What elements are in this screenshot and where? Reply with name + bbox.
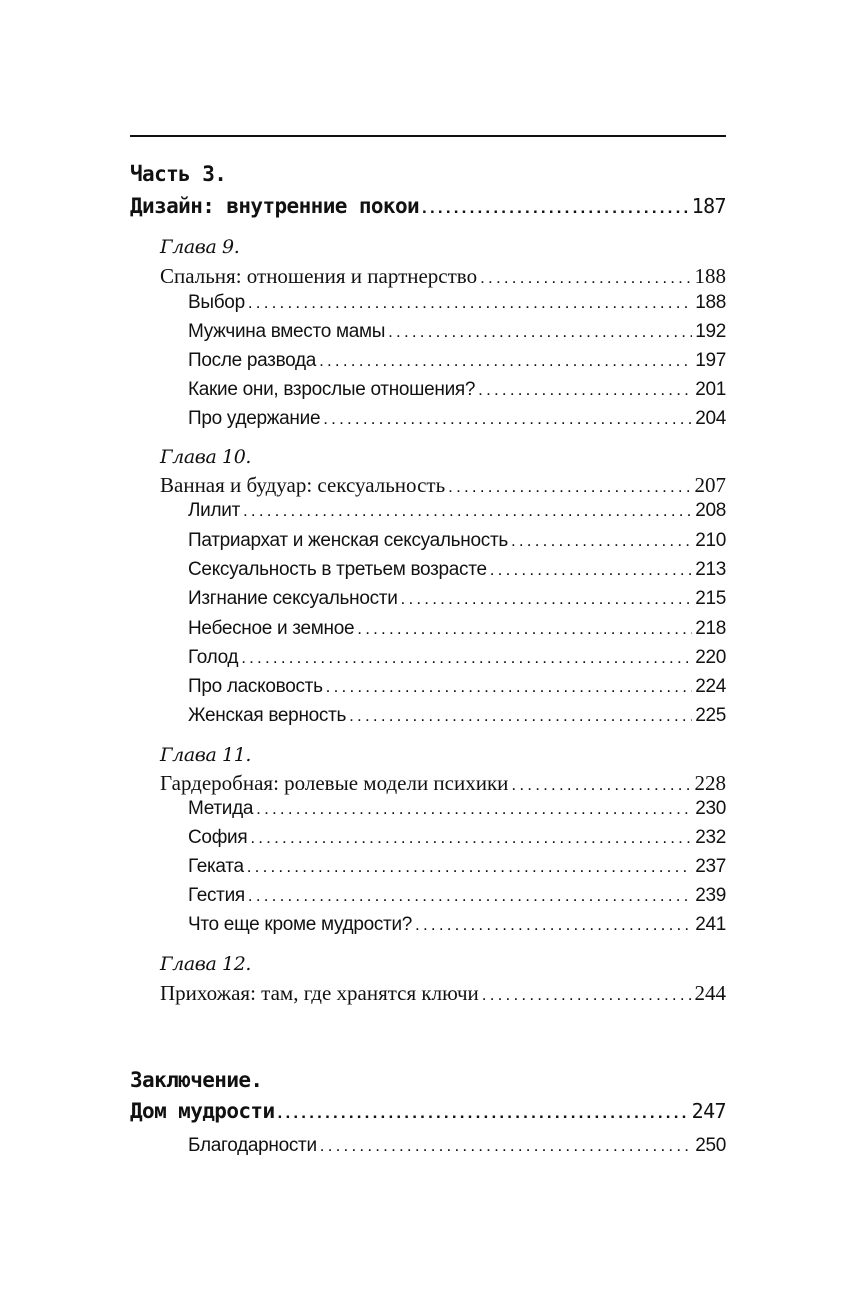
chapter-label-text: Глава 12. [160,953,252,975]
page-number: 247 [691,1099,726,1123]
chapter-label [160,446,726,468]
dot-leader [490,560,692,580]
page-number: 218 [695,618,726,639]
dot-leader [247,857,692,877]
dot-leader [480,268,691,288]
top-divider-line [130,135,726,137]
toc-entry-section[interactable] [188,798,726,820]
dot-leader [388,322,692,342]
chapter-label [160,744,726,766]
dot-leader [248,886,692,906]
toc-entry-section[interactable] [188,856,726,878]
toc-entry-section[interactable] [188,408,726,430]
entry-title: Небесное и земное [188,618,355,639]
toc-entry-section[interactable] [188,588,726,610]
dot-leader [482,985,692,1005]
toc-entry-section[interactable] [188,914,726,936]
chapter-label [160,236,726,258]
dot-leader [248,293,692,313]
chapter-label-text: Глава 11. [160,744,252,766]
entry-title: Ванная и будуар: сексуальность [160,473,446,497]
page-number: 188 [694,264,726,288]
toc-entry-section[interactable] [188,618,726,640]
toc-entry-section[interactable] [188,827,726,849]
page-number: 208 [695,500,726,521]
entry-title: Геката [188,856,244,877]
page-number: 224 [695,676,726,697]
dot-leader [357,619,692,639]
toc-entry-section[interactable] [188,559,726,581]
dot-leader [256,799,692,819]
entry-title: Про ласковость [188,676,323,697]
page-number: 213 [695,559,726,580]
page-number: 237 [695,856,726,877]
toc-entry-section[interactable] [188,530,726,552]
entry-title: Про удержание [188,408,321,429]
dot-leader [250,828,692,848]
page-number: 187 [691,194,726,218]
dot-leader [415,915,692,935]
dot-leader [278,1103,689,1123]
dot-leader [448,477,691,497]
toc-entry-section[interactable] [188,647,726,669]
toc-entry-section[interactable] [188,500,726,522]
page-number: 241 [695,914,726,935]
page-number: 220 [695,647,726,668]
toc-entry-chapter[interactable] [160,473,726,498]
chapter-label-text: Глава 9. [160,236,240,258]
toc-entry-chapter[interactable] [160,264,726,289]
entry-title: Какие они, взрослые отношения? [188,379,476,400]
entry-title: Дизайн: внутренние покои [130,194,420,218]
dot-leader [241,648,692,668]
page-number: 250 [695,1135,726,1156]
dot-leader [326,677,693,697]
page-number: 192 [695,321,726,342]
toc-entry-conclusion-title[interactable] [130,1099,726,1123]
page-number: 210 [695,530,726,551]
chapter-label [160,953,726,975]
entry-title: Сексуальность в третьем возрасте [188,559,487,580]
toc-entry-chapter[interactable] [160,981,726,1006]
toc-entry-section[interactable] [188,676,726,698]
page-number: 232 [695,827,726,848]
dot-leader [320,1136,692,1156]
page-number: 225 [695,705,726,726]
entry-title: После развода [188,350,317,371]
entry-title: Гардеробная: ролевые модели психики [160,771,509,795]
toc-entry-section[interactable] [188,885,726,907]
dot-leader [511,775,691,795]
dot-leader [511,531,692,551]
dot-leader [243,501,692,521]
page-number: 204 [695,408,726,429]
page-number: 244 [694,981,726,1005]
dot-leader [349,706,692,726]
page-number: 188 [695,292,726,313]
chapter-label-text: Глава 10. [160,446,252,468]
page-number: 239 [695,885,726,906]
toc-entry-part-title[interactable] [130,194,726,218]
page-number: 207 [694,473,726,497]
part-heading [130,162,726,186]
entry-title: Выбор [188,292,245,313]
entry-title: Мужчина вместо мамы [188,321,386,342]
entry-title: Патриархат и женская сексуальность [188,530,508,551]
dot-leader [478,380,692,400]
page-number: 201 [695,379,726,400]
dot-leader [401,589,693,609]
dot-leader [319,351,692,371]
part-heading-label: Часть 3. [130,162,227,186]
entry-title: Изгнание сексуальности [188,588,398,609]
entry-title: Дом мудрости [130,1099,275,1123]
conclusion-heading-label: Заключение. [130,1068,263,1092]
page-number: 228 [694,771,726,795]
entry-title: София [188,827,248,848]
entry-title: Голод [188,647,239,668]
entry-title: Прихожая: там, где хранятся ключи [160,981,479,1005]
conclusion-heading [130,1068,726,1092]
toc-entry-section[interactable] [188,350,726,372]
toc-entry-section[interactable] [188,379,726,401]
toc-entry-section[interactable] [188,292,726,314]
entry-title: Спальня: отношения и партнерство [160,264,478,288]
entry-title: Лилит [188,500,240,521]
entry-title: Что еще кроме мудрости? [188,914,413,935]
page-number: 197 [695,350,726,371]
entry-title: Женская верность [188,705,347,726]
entry-title: Метида [188,798,254,819]
page-number: 230 [695,798,726,819]
toc-entry-section[interactable] [188,321,726,343]
page-number: 215 [695,588,726,609]
toc-entry-section[interactable] [188,1135,726,1157]
dot-leader [422,198,689,218]
entry-title: Гестия [188,885,245,906]
dot-leader [323,409,692,429]
entry-title: Благодарности [188,1135,317,1156]
toc-entry-section[interactable] [188,705,726,727]
toc-entry-chapter[interactable] [160,771,726,796]
